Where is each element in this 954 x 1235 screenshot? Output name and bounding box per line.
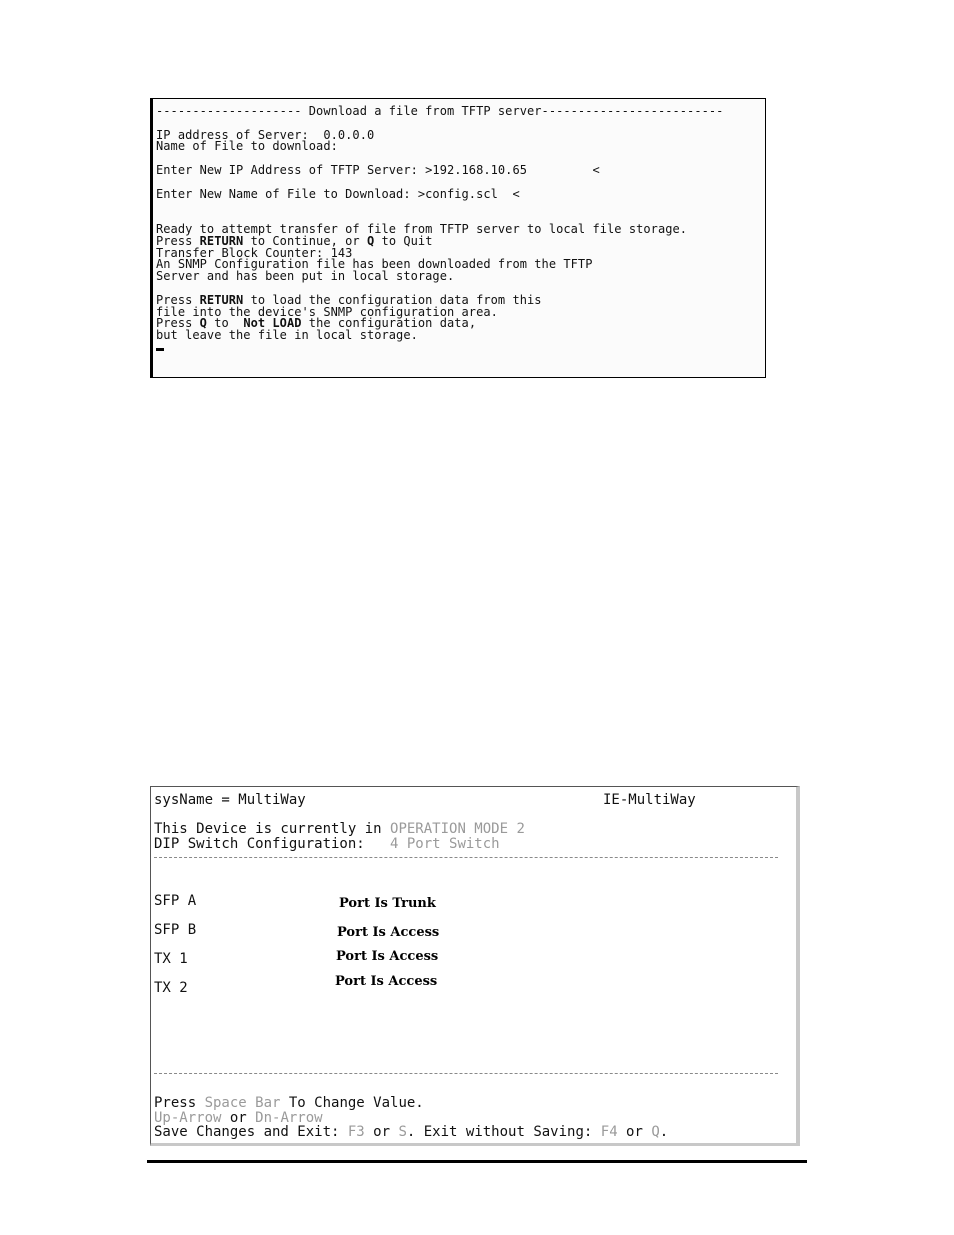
tftp-terminal-line — [156, 140, 338, 152]
terminal-text: file into the device's SNMP configuration area. — [156, 304, 498, 319]
help-line-change-value: Press Space Bar To Change Value. — [154, 1095, 424, 1111]
terminal-text: IP address of Server: 0.0.0.0 — [156, 127, 375, 142]
tftp-terminal-line — [156, 105, 723, 117]
device-name: IE-MultiWay — [603, 792, 696, 808]
tftp-terminal-line — [156, 188, 520, 200]
operation-mode-line: This Device is currently in OPERATION MODE 2 — [154, 821, 525, 837]
down-arrow-key: Dn-Arrow — [255, 1110, 323, 1126]
terminal-text: Press — [156, 316, 200, 331]
dip-switch-value: 4 Port Switch — [390, 836, 500, 852]
dip-switch-line: DIP Switch Configuration: 4 Port Switch — [154, 836, 500, 852]
port-status-tx-1[interactable]: Port Is Access — [336, 949, 439, 964]
up-arrow-key: Up-Arrow — [154, 1110, 222, 1126]
key-highlight: Q — [199, 316, 207, 331]
q-key: Q — [651, 1124, 660, 1140]
terminal-cursor — [156, 348, 164, 351]
f3-key: F3 — [347, 1124, 365, 1140]
port-status-sfp-a[interactable]: Port Is Trunk — [339, 896, 436, 911]
terminal-text: Transfer Block Counter: 143 — [156, 245, 353, 260]
terminal-text: Enter New Name of File to Download: >config.scl < — [156, 186, 520, 201]
terminal-text: Press — [156, 233, 200, 248]
terminal-text: Server and has been put in local storage. — [156, 269, 455, 284]
port-label-tx-2: TX 2 — [154, 980, 188, 996]
key-highlight: RETURN — [199, 292, 244, 307]
tftp-terminal-line — [156, 164, 600, 176]
help-line-save-exit: Save Changes and Exit: F3 or S. Exit without Saving: F4 or Q. — [154, 1124, 669, 1140]
port-status-sfp-b[interactable]: Port Is Access — [337, 925, 440, 940]
key-highlight: RETURN — [199, 233, 244, 248]
operation-mode-value: OPERATION MODE 2 — [390, 821, 525, 837]
multiway-config-terminal[interactable] — [150, 786, 800, 1146]
key-highlight: Not LOAD — [243, 316, 302, 331]
tftp-terminal-line — [156, 270, 454, 282]
port-status-tx-2[interactable]: Port Is Access — [335, 974, 438, 989]
footer-rule — [147, 1160, 807, 1163]
separator-top — [154, 857, 778, 858]
tftp-download-terminal[interactable] — [150, 98, 766, 378]
terminal-text: Ready to attempt transfer of file from TFTP server to local file storage. — [156, 222, 688, 236]
help-line-arrows: Up-Arrow or Dn-Arrow — [154, 1110, 323, 1126]
terminal-text: -------------------- Download a file from TFTP server------------------------- — [156, 104, 724, 118]
terminal-text: to load the configuration data from this — [243, 292, 542, 307]
f4-key: F4 — [600, 1124, 618, 1140]
s-key: S — [398, 1124, 407, 1140]
sysname-line: sysName = MultiWay — [154, 792, 306, 808]
terminal-text: Name of File to download: — [156, 139, 338, 154]
terminal-text: to Continue, or — [243, 233, 367, 248]
port-label-sfp-a: SFP A — [154, 893, 197, 909]
tftp-terminal-line — [156, 329, 418, 341]
port-label-sfp-b: SFP B — [154, 922, 197, 938]
terminal-text: to — [206, 316, 244, 331]
terminal-text: An SNMP Configuration file has been downloaded from the TFTP — [156, 257, 593, 272]
separator-bottom — [154, 1073, 778, 1074]
port-label-tx-1: TX 1 — [154, 951, 188, 967]
terminal-text: to Quit — [374, 233, 433, 248]
terminal-text: Enter New IP Address of TFTP Server: >192.168.10.65 < — [156, 163, 600, 177]
terminal-text: Press — [156, 292, 200, 307]
space-bar-key: Space Bar — [204, 1095, 281, 1111]
key-highlight: Q — [366, 233, 375, 248]
terminal-text: but leave the file in local storage. — [156, 328, 418, 343]
terminal-text: the configuration data, — [301, 316, 477, 331]
